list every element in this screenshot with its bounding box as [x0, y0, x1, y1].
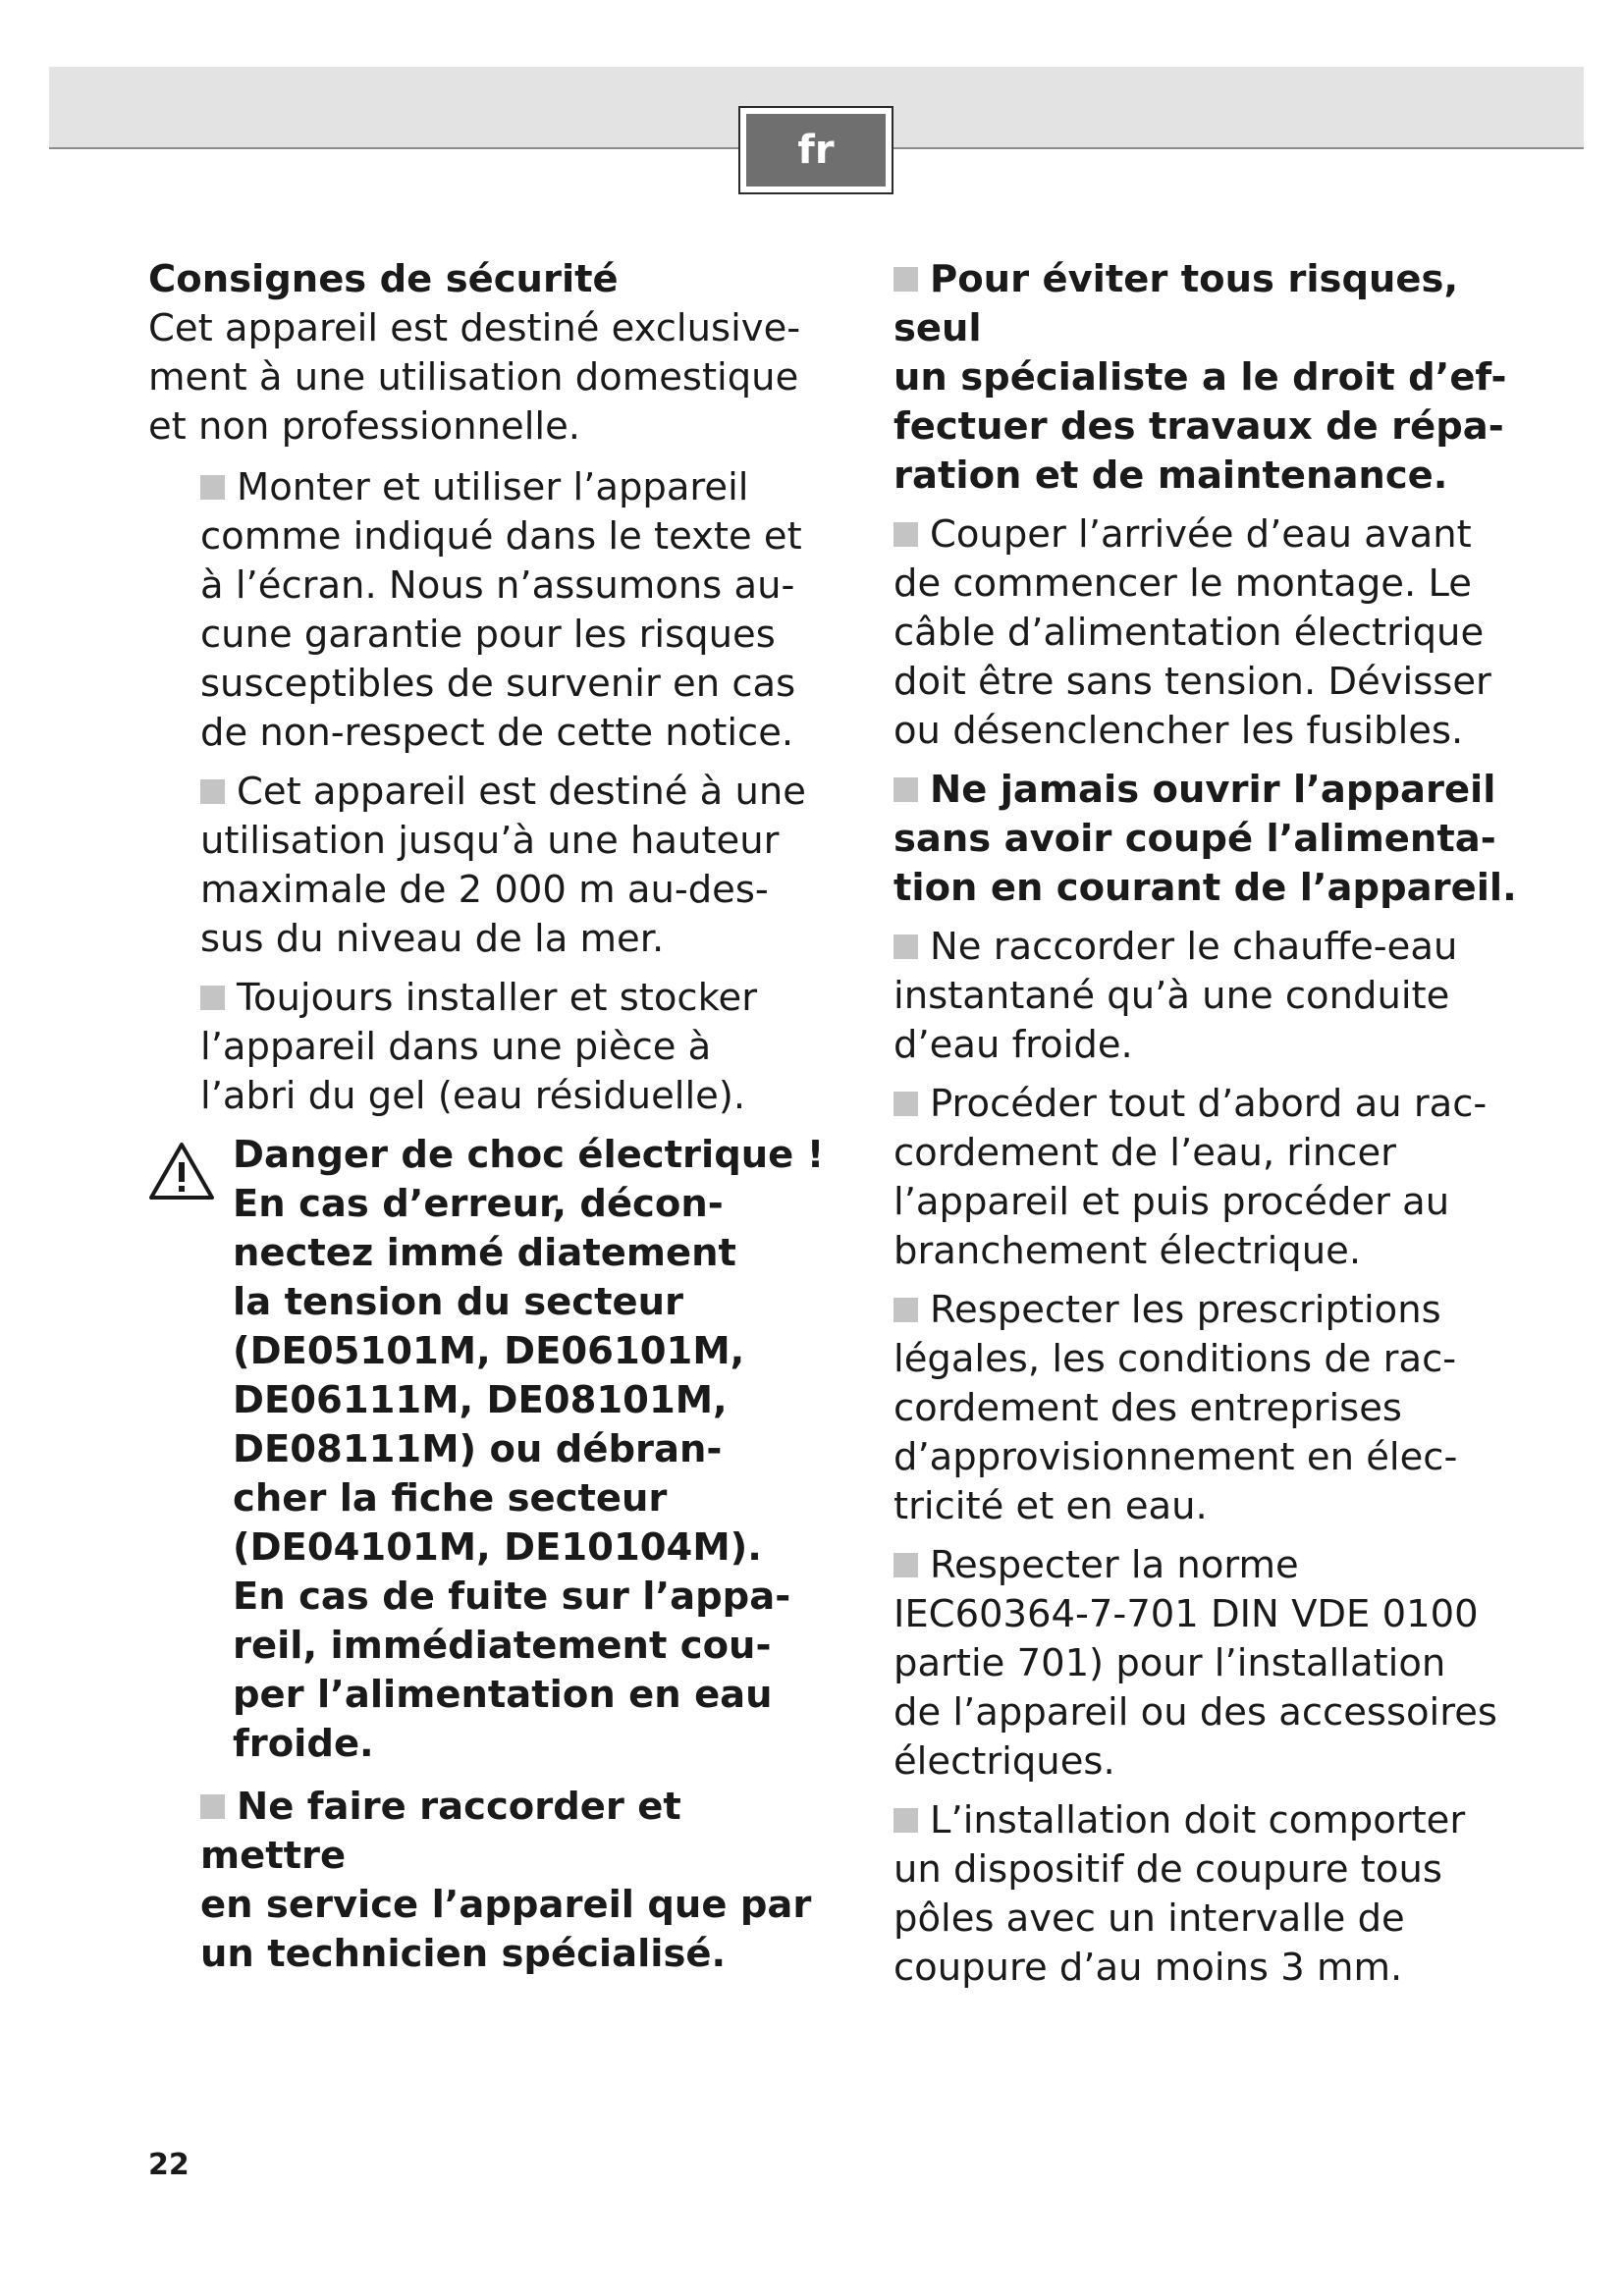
bullet-square-icon: [893, 1298, 918, 1322]
list-item: [893, 766, 1532, 913]
list-item-text: Respecter les prescriptions légales, les conditions de rac- cordement des entreprises d’approvisionnement en élec- tricité et en eau.: [893, 1288, 1458, 1528]
bullet-square-icon: [893, 934, 918, 959]
language-tab: [738, 106, 893, 194]
bullet-square-icon: [200, 986, 225, 1010]
list-item: [893, 1080, 1532, 1276]
list-item-text: Couper l’arrivée d’eau avant de commencer le montage. Le câble d’alimentation électrique doit être sans tension. Dévisser ou désenclencher les fusibles.: [893, 512, 1491, 753]
warning-triangle-icon: [148, 1141, 215, 1201]
list-item: [893, 255, 1532, 501]
list-item: [893, 510, 1532, 756]
bullet-square-icon: [200, 1794, 225, 1819]
language-tab-label: fr: [746, 114, 886, 187]
right-column: [893, 255, 1532, 2002]
list-item: [893, 1286, 1532, 1531]
list-item: [200, 463, 826, 758]
list-item: [893, 1541, 1532, 1787]
list-item-text: L’installation doit comporter un dispositif de coupure tous pôles avec un intervalle de coupure d’au moins 3 mm.: [893, 1798, 1466, 1990]
list-item: [200, 1783, 826, 1979]
list-item-text: Pour éviter tous risques, seul un spécialiste a le droit d’ef- fectuer des travaux de répa- ration et de maintenance.: [893, 257, 1507, 498]
list-item: [200, 974, 826, 1121]
list-item-text: Toujours installer et stocker l’appareil dans une pièce à l’abri du gel (eau résiduelle).: [200, 976, 758, 1118]
bullet-square-icon: [893, 522, 918, 547]
bullet-square-icon: [893, 1092, 918, 1116]
list-item-text: Procéder tout d’abord au rac- cordement de l’eau, rincer l’appareil et puis procéder au branchement électrique.: [893, 1082, 1488, 1273]
electric-shock-warning: [148, 1131, 826, 1769]
intro-paragraph: Cet appareil est destiné exclusive- ment à une utilisation domestique et non professionnelle.: [148, 306, 801, 449]
list-item: [893, 1796, 1532, 1993]
list-item: [893, 923, 1532, 1070]
list-item-text: Respecter la norme IEC60364-7-701 DIN VDE 0100 partie 701) pour l’installation de l’appareil ou des accessoires électriques.: [893, 1543, 1497, 1784]
list-item-text: Cet appareil est destiné à une utilisation jusqu’à une hauteur maximale de 2 000 m au-des- sus du niveau de la mer.: [200, 770, 806, 961]
page-number: 22: [148, 2148, 189, 2182]
list-item-text: Ne faire raccorder et mettre en service l’appareil que par un technicien spécialisé.: [200, 1785, 812, 1976]
section-heading: Consignes de sécurité: [148, 257, 619, 301]
bullet-square-icon: [893, 1553, 918, 1577]
bullet-square-icon: [893, 777, 918, 802]
left-column: [148, 255, 826, 1989]
list-item: [200, 768, 826, 964]
bullet-square-icon: [200, 779, 225, 804]
warning-text: Danger de choc électrique ! En cas d’erreur, décon- nectez immé diatement la tension du secteur (DE05101M, DE06101M, DE06111M, DE08101M, DE08111M) ou débran- cher la fiche secteur (DE04101M, DE10104M). En cas de fuite sur l’appa- reil, immédiatement cou- per l’alimentation en eau froide.: [233, 1133, 825, 1766]
list-item-text: Ne jamais ouvrir l’appareil sans avoir coupé l’alimenta- tion en courant de l’appareil.: [893, 768, 1517, 910]
list-item-text: Monter et utiliser l’appareil comme indiqué dans le texte et à l’écran. Nous n’assumons au- cune garantie pour les risques susceptibles de survenir en cas de non-respect de cette notice.: [200, 465, 802, 755]
bullet-square-icon: [200, 475, 225, 500]
bullet-square-icon: [893, 267, 918, 292]
bullet-square-icon: [893, 1808, 918, 1833]
list-item-text: Ne raccorder le chauffe-eau instantané qu’à une conduite d’eau froide.: [893, 925, 1458, 1067]
